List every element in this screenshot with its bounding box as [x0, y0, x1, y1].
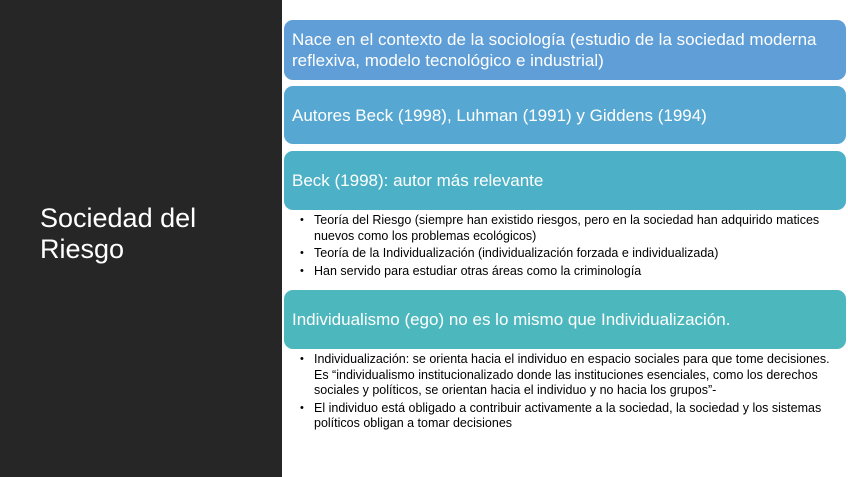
individualism-box-text: Individualismo (ego) no es lo mismo que Individualización.: [292, 310, 731, 329]
bullet-icon: •: [300, 264, 304, 277]
list-item: [298, 264, 838, 280]
individualism-bullet-list: [298, 352, 838, 434]
list-item: [298, 246, 838, 262]
bullet-icon: •: [300, 401, 304, 414]
list-item: [298, 352, 838, 399]
bullet-icon: •: [300, 353, 304, 365]
list-item-text: Teoría del Riesgo (siempre han existido riesgos, pero en la sociedad han adquirido matices nuevos como los problemas ecológicos): [314, 213, 820, 243]
authors-box-text: Autores Beck (1998), Luhman (1991) y Giddens (1994): [292, 105, 707, 125]
context-box: [284, 20, 846, 80]
slide-title: Sociedad del Riesgo: [40, 203, 197, 264]
beck-bullet-list: [298, 213, 838, 281]
beck-box: [284, 151, 846, 210]
authors-box: [284, 86, 846, 144]
title-panel: [0, 0, 282, 477]
bullet-icon: •: [300, 214, 304, 226]
list-item-text: Teoría de la Individualización (individualización forzada e individualizada): [314, 246, 719, 260]
individualism-box: [284, 290, 846, 349]
beck-box-text: Beck (1998): autor más relevante: [292, 171, 544, 190]
list-item-text: Individualización: se orienta hacia el individuo en espacio sociales para que tome decisiones. Es “individualismo institucionalizado donde las instituciones esenciales, como los derechos sociales y políticos, se orientan hacia el individuo y no hacia los grupos”-: [314, 352, 830, 397]
list-item: [298, 401, 838, 432]
list-item: [298, 213, 838, 244]
list-item-text: El individuo está obligado a contribuir activamente a la sociedad, la sociedad y los sistemas políticos obligan a tomar decisiones: [314, 400, 822, 430]
bullet-icon: •: [300, 247, 304, 259]
context-box-text: Nace en el contexto de la sociología (estudio de la sociedad moderna reflexiva, modelo tecnológico e industrial): [292, 30, 817, 70]
list-item-text: Han servido para estudiar otras áreas como la criminología: [314, 263, 642, 278]
